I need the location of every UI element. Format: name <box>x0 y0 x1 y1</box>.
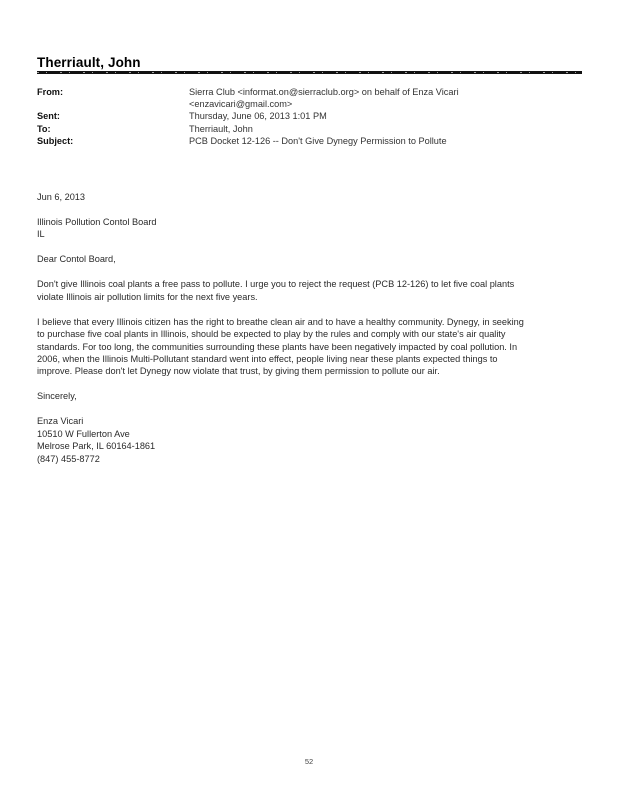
sent-label: Sent: <box>37 111 60 122</box>
from-row <box>37 86 582 110</box>
from-label: From: <box>37 87 64 97</box>
letter-date: Jun 6, 2013 <box>37 192 86 202</box>
page-number: 52 <box>304 757 314 766</box>
sender-name-heading: Therriault, John <box>37 55 141 70</box>
address-line2: Melrose Park, IL 60164-1861 <box>37 441 156 452</box>
closing: Sincerely, <box>37 391 77 402</box>
sent-row <box>37 110 582 122</box>
paragraph1-line1: Don't give Illinois coal plants a free pass to pollute. I urge you to reject the request (PCB 12-126) to let five coal plants <box>37 279 515 290</box>
to-row <box>37 123 582 135</box>
sent-value: Thursday, June 06, 2013 1:01 PM <box>189 111 327 122</box>
header-rule <box>37 71 582 74</box>
paragraph1-line2: violate Illinois air pollution limits for the next five years. <box>37 291 258 302</box>
phone-number: (847) 455-8772 <box>37 453 100 464</box>
subject-row <box>37 135 582 147</box>
paragraph2-line5: improve. Please don't let Dynegy now violate that trust, by giving them permission to pollute our air. <box>37 366 440 377</box>
salutation: Dear Contol Board, <box>37 254 116 265</box>
from-value <box>189 86 582 110</box>
subject-label: Subject: <box>37 135 74 146</box>
recipient-line2: IL <box>37 229 45 240</box>
from-value-line1: Sierra Club <informat.on@sierraclub.org> on behalf of Enza Vicari <box>189 87 459 97</box>
paragraph2-line2: to purchase five coal plants in Illinois, should be expected to play by the rules and comply with our state's air quality <box>37 329 506 340</box>
email-header-fields <box>37 86 582 147</box>
to-value: Therriault, John <box>189 123 253 134</box>
to-label: To: <box>37 123 51 134</box>
paragraph2-line1: I believe that every Illinois citizen has the right to breathe clean air and to have a healthy community. Dynegy, in seeking <box>37 316 524 327</box>
paragraph2-line3: standards. For too long, the communities surrounding these plants have been negatively impacted by coal pollution. In <box>37 341 518 352</box>
paragraph2-line4: 2006, when the Illinois Multi-Pollutant standard went into effect, people living near these plants expected things to <box>37 354 498 365</box>
recipient-line1: Illinois Pollution Contol Board <box>37 217 157 227</box>
subject-value: PCB Docket 12-126 -- Don't Give Dynegy Permission to Pollute <box>189 135 447 146</box>
from-value-line2: <enzavicari@gmail.com> <box>189 99 293 110</box>
letter-body <box>37 191 582 465</box>
signer-name: Enza Vicari <box>37 416 84 427</box>
address-line1: 10510 W Fullerton Ave <box>37 428 130 439</box>
